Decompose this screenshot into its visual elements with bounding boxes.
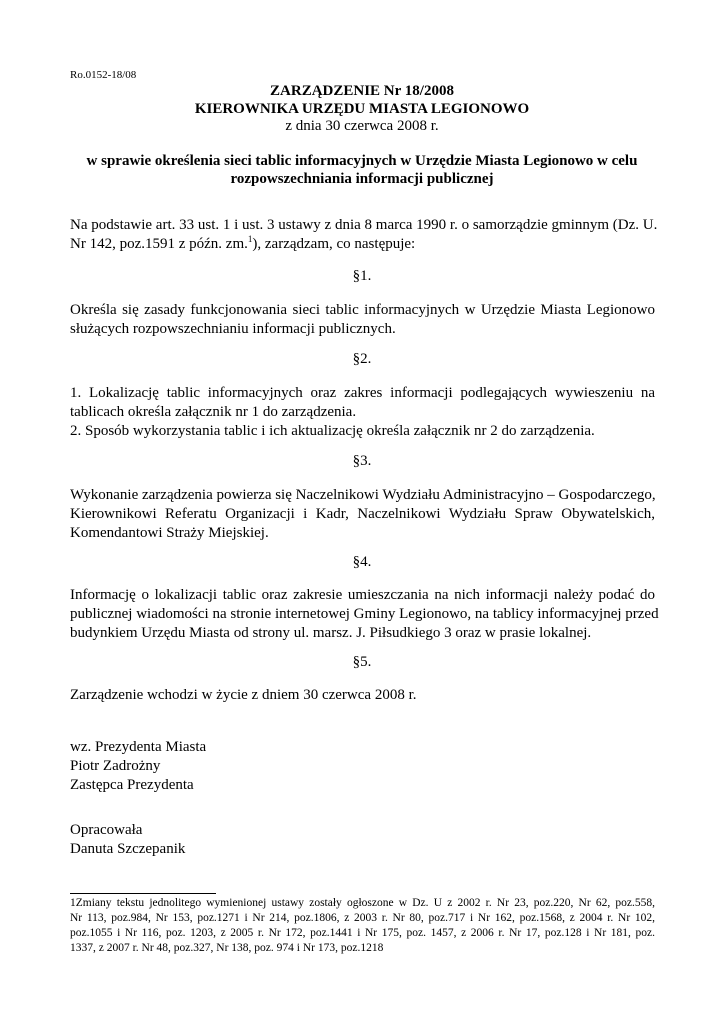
document-title: ZARZĄDZENIE Nr 18/2008 xyxy=(270,83,454,99)
section-heading-1: §1. xyxy=(352,268,372,284)
paragraph-line: tablicach określa załącznik nr 1 do zarządzenia. xyxy=(70,404,357,420)
paragraph-line: Kierownikowi Referatu Organizacji i Kadr, Naczelnikowi Wydziału Spraw Obywatelskich, xyxy=(70,506,655,522)
section-1-paragraph xyxy=(70,301,655,339)
footnote-line: Nr 113, poz.984, Nr 153, poz.1271 i Nr 214, poz.1806, z 2003 r. Nr 80, poz.717 i Nr 162, poz.1568, z 2004 r. Nr 102, xyxy=(70,912,655,924)
paragraph-line: 2. Sposób wykorzystania tablic i ich aktualizację określa załącznik nr 2 do zarządzenia. xyxy=(70,423,595,439)
signature-role: Zastępca Prezydenta xyxy=(70,777,194,793)
document-date: z dnia 30 czerwca 2008 r. xyxy=(285,118,439,134)
paragraph-line: Komendantowi Straży Miejskiej. xyxy=(70,525,269,541)
subject-line: rozpowszechniania informacji publicznej xyxy=(230,171,494,187)
footnote-line: 1Zmiany tekstu jednolitego wymienionej ustawy zostały ogłoszone w Dz. U z 2002 r. Nr 23, poz.220, Nr 62, poz.558, xyxy=(70,897,655,909)
paragraph-line: Na podstawie art. 33 ust. 1 i ust. 3 ustawy z dnia 8 marca 1990 r. o samorządzie gminnym (Dz. U. xyxy=(70,217,658,233)
paragraph-line: Określa się zasady funkcjonowania sieci tablic informacyjnych w Urzędzie Miasta Legionowo xyxy=(70,302,655,318)
section-heading-3: §3. xyxy=(352,453,372,469)
section-5-paragraph xyxy=(70,686,655,705)
footnote-marker: 1 xyxy=(247,234,253,244)
footnote xyxy=(70,896,655,956)
subject-line: w sprawie określenia sieci tablic informacyjnych w Urzędzie Miasta Legionowo w celu xyxy=(86,153,638,169)
paragraph-line: Wykonanie zarządzenia powierza się Naczelnikowi Wydziału Administracyjno – Gospodarczego, xyxy=(70,487,656,503)
signature-name: Piotr Zadrożny xyxy=(70,758,161,774)
prepared-by-block xyxy=(70,821,185,859)
signature-block xyxy=(70,738,206,795)
footnote-divider xyxy=(70,893,216,894)
paragraph-line: budynkiem Urzędu Miasta od strony ul. marsz. J. Piłsudkiego 3 oraz w prasie lokalnej. xyxy=(70,625,592,641)
footnote-line: poz.1055 i Nr 116, poz. 1203, z 2005 r. Nr 172, poz.1441 i Nr 175, poz. 1457, z 2006 r. Nr 17, poz.128 i Nr 181, poz. xyxy=(70,927,655,939)
document-issuer: KIEROWNIKA URZĘDU MIASTA LEGIONOWO xyxy=(194,101,530,117)
section-heading-5: §5. xyxy=(352,654,372,670)
section-heading-2: §2. xyxy=(352,351,372,367)
section-4-paragraph xyxy=(70,586,659,643)
paragraph-line: Informację o lokalizacji tablic oraz zakresie umieszczania na nich informacji należy podać do xyxy=(70,587,655,603)
paragraph-line: służących rozpowszechnianiu informacji publicznych. xyxy=(70,321,396,337)
paragraph-line: publicznej wiadomości na stronie internetowej Gminy Legionowo, na tablicy informacyjnej przed xyxy=(70,606,659,622)
footnote-line: 1337, z 2007 r. Nr 48, poz.327, Nr 138, poz. 974 i Nr 173, poz.1218 xyxy=(70,942,384,954)
section-3-paragraph xyxy=(70,486,655,543)
section-heading-4: §4. xyxy=(352,554,372,570)
document-subject xyxy=(70,152,654,188)
paragraph-line: Nr 142, poz.1591 z późn. zm.$^1$), zarządzam, co następuje: xyxy=(70,234,416,252)
prepared-by-label: Opracowała xyxy=(70,822,143,838)
prepared-by-name: Danuta Szczepanik xyxy=(70,841,186,857)
signature-line: wz. Prezydenta Miasta xyxy=(70,739,207,755)
paragraph-line: Zarządzenie wchodzi w życie z dniem 30 czerwca 2008 r. xyxy=(70,687,417,703)
document-reference: Ro.0152-18/08 xyxy=(70,69,137,81)
preamble-paragraph xyxy=(70,216,658,254)
section-2-paragraph xyxy=(70,384,655,441)
paragraph-line: 1. Lokalizację tablic informacyjnych oraz zakres informacji podlegających wywieszeniu na xyxy=(70,385,655,401)
